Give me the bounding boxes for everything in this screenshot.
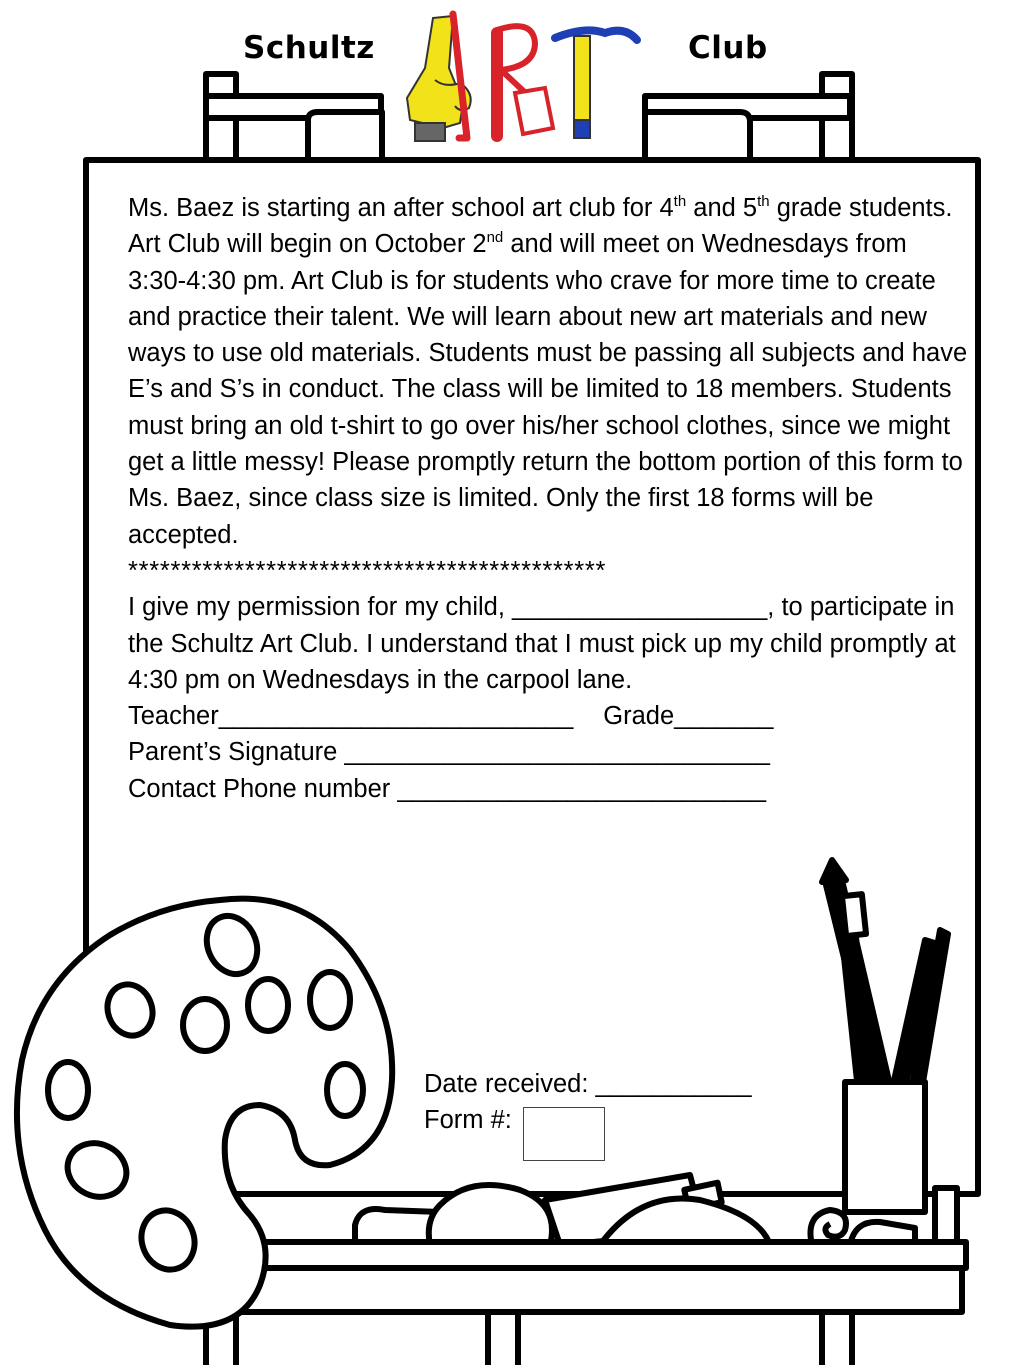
- brush-2-head: [842, 894, 866, 936]
- header-title-right: Club: [688, 30, 768, 66]
- permission-statement: I give my permission for my child, __________________, to participate in the Schultz Art Club. I understand that I must pick up my child promptly at 4:30 pm on Wednesdays in the carpool lane.: [128, 593, 956, 694]
- palette-well-7: [48, 1062, 88, 1118]
- palette-well-5: [327, 1064, 363, 1116]
- form-number-box[interactable]: [523, 1107, 605, 1161]
- teacher-grade-line: [128, 698, 968, 734]
- logo-letter-t: [555, 30, 637, 40]
- grade-field[interactable]: Grade_______: [603, 702, 774, 731]
- parent-signature-field[interactable]: Parent’s Signature ______________________________: [128, 738, 770, 767]
- logo-eraser: [515, 88, 553, 134]
- logo-marker-cap: [574, 120, 590, 138]
- cut-line: *********************************************: [128, 556, 607, 585]
- intro-paragraph: Ms. Baez is starting an after school art club for 4th and 5th grade students. Art Club will begin on October 2nd and will meet on Wednesdays from 3:30-4:30 pm. Art Club is for students who crave for more time to create and practice their talent. We will learn about new art materials and new ways to use old materials. Students must be passing all subjects and have E’s and S’s in conduct. The class will be limited to 18 members. Students must bring an old t-shirt to go over his/her school clothes, since we might get a little messy! Please promptly return the bottom portion of this form to Ms. Baez, since class size is limited. Only the first 18 forms will be accepted.: [128, 192, 968, 549]
- easel-clamp-left: [308, 112, 382, 162]
- art-logo: [405, 8, 645, 158]
- palette-well-2: [248, 979, 288, 1031]
- teacher-field[interactable]: Teacher_________________________: [128, 702, 574, 731]
- logo-tube-cap: [415, 123, 445, 141]
- easel-clamp-right: [645, 112, 750, 162]
- logo-marker: [574, 36, 590, 128]
- date-received-field[interactable]: Date received: ___________: [424, 1070, 752, 1098]
- header-title-left: Schultz: [243, 30, 375, 66]
- brush-cup: [845, 1082, 925, 1212]
- palette-well-3: [183, 999, 227, 1051]
- letter-body: [128, 190, 968, 807]
- palette-well-4: [310, 972, 350, 1028]
- contact-phone-field[interactable]: Contact Phone number __________________________: [128, 774, 767, 803]
- form-number-label: Form #:: [424, 1106, 512, 1134]
